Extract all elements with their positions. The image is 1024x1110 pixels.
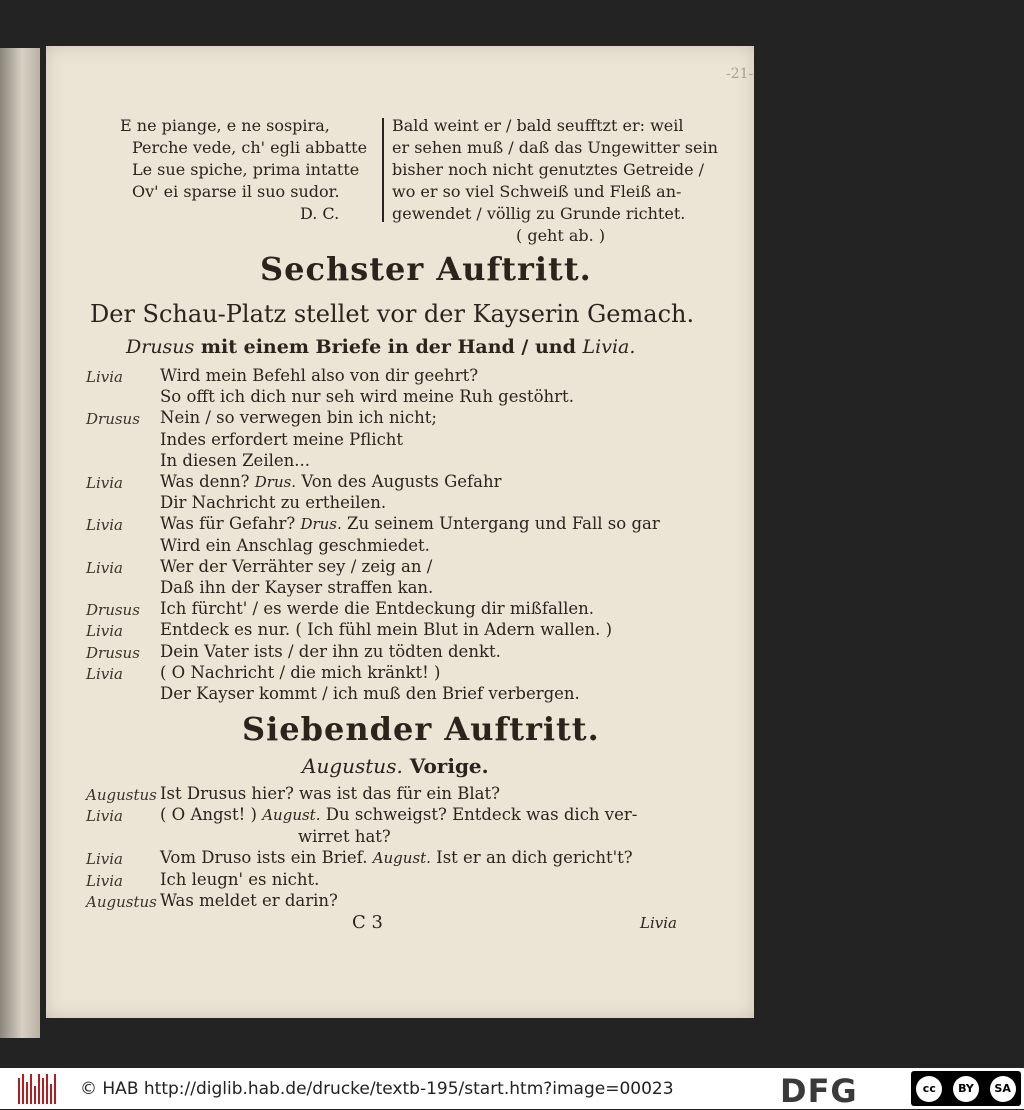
dialogue-line — [160, 805, 637, 824]
speaker-name: Augustus — [86, 893, 157, 911]
left-page-edge — [0, 48, 40, 1038]
italian-line: Ov' ei sparse il suo sudor. — [132, 182, 340, 201]
dialogue-line — [160, 514, 660, 533]
line-text: Nein / so verwegen bin ich nicht; — [160, 408, 437, 428]
line-text: Indes erfordert meine Pflicht — [160, 429, 404, 449]
dialogue-line — [160, 620, 612, 639]
line-text: Vom Druso ists ein Brief. — [160, 848, 373, 868]
dialogue-line — [298, 827, 391, 846]
person-name: Augustus. — [302, 754, 403, 778]
logo-bar — [26, 1082, 28, 1104]
logo-bar — [30, 1074, 32, 1104]
dialogue-line — [160, 472, 502, 491]
person-name: Livia. — [582, 336, 636, 358]
speaker-name: Livia — [86, 871, 123, 890]
logo-bar — [50, 1084, 52, 1104]
speaker-cue: August. — [372, 849, 431, 868]
cc-license-badge[interactable] — [911, 1071, 1021, 1106]
speaker-name: Drusus — [86, 410, 140, 429]
line-text: Was meldet er darin? — [160, 891, 338, 910]
dialogue-line — [160, 784, 500, 803]
copyright-link[interactable]: © HAB http://diglib.hab.de/drucke/textb-195/start.htm?image=00023 — [80, 1078, 674, 1099]
german-line: wo er so viel Schweiß und Fleiß an- — [392, 182, 682, 201]
speaker-cue: Drus. — [254, 473, 297, 491]
speaker-name: Drusus — [86, 601, 140, 620]
dialogue-line — [160, 451, 310, 470]
speaker-name: Livia — [86, 622, 123, 641]
german-line: Bald weint er / bald seufftzt er: weil — [392, 116, 684, 135]
book-page — [46, 46, 754, 1018]
logo-bar — [22, 1074, 24, 1104]
scene-setting: Der Schau-Platz stellet vor der Kayserin Gemach. — [90, 300, 695, 328]
line-text: Ist Drusus hier? was ist das für ein Blat? — [160, 784, 500, 803]
speaker-cue: August. — [262, 806, 321, 825]
logo-bar — [18, 1078, 20, 1104]
page-number: -21- — [726, 66, 754, 82]
logo-bar — [54, 1074, 56, 1104]
dialogue-line — [160, 663, 440, 682]
line-text: Entdeck es nur. ( Ich fühl mein Blut in Adern wallen. ) — [160, 620, 613, 640]
dialogue-line — [160, 642, 501, 661]
line-text: Du schweigst? Entdeck was dich ver- — [320, 805, 638, 825]
speaker-name: Livia — [86, 558, 123, 577]
line-text: Daß ihn der Kayser straffen kan. — [160, 578, 434, 597]
catchword: Livia — [640, 914, 677, 932]
speaker-name: Augustus — [86, 786, 157, 804]
line-text: Zu seinem Untergang und Fall so gar — [341, 514, 660, 534]
german-line: gewendet / völlig zu Grunde richtet. — [392, 204, 686, 223]
dialogue-line — [160, 848, 633, 867]
column-divider — [382, 118, 384, 222]
persons-text: mit einem Briefe in der Hand / und — [194, 336, 583, 358]
scene-heading: Siebender Auftritt. — [242, 710, 600, 748]
line-text: Wird mein Befehl also von dir geehrt? — [160, 366, 479, 385]
line-text: Von des Augusts Gefahr — [296, 472, 502, 491]
line-text: In diesen Zeilen... — [160, 450, 311, 470]
persons-text: Vorige. — [409, 754, 489, 778]
dialogue-line — [160, 536, 430, 555]
speaker-cue: Drus. — [300, 515, 342, 534]
line-text: Dir Nachricht zu ertheilen. — [160, 493, 387, 513]
logo-bar — [42, 1078, 44, 1104]
signature-mark: C 3 — [352, 912, 383, 933]
dialogue-line — [160, 408, 437, 427]
dialogue-line — [160, 891, 338, 910]
dialogue-line — [160, 493, 386, 512]
scene-persons — [126, 336, 635, 358]
scene-persons — [302, 754, 489, 778]
line-text: Wird ein Anschlag geschmiedet. — [160, 535, 430, 555]
hab-logo-icon — [18, 1074, 60, 1104]
person-name: Drusus — [126, 336, 195, 358]
logo-bar — [34, 1086, 36, 1104]
viewer-footer-bar — [0, 1068, 1024, 1109]
speaker-name: Livia — [86, 664, 123, 683]
line-text: Dein Vater ists / der ihn zu tödten denkt. — [160, 641, 501, 661]
italian-line: Perche vede, ch' egli abbatte — [132, 138, 368, 157]
german-line: bisher noch nicht genutztes Getreide / — [392, 160, 705, 179]
line-text: Was für Gefahr? — [160, 514, 301, 534]
stage-direction: ( geht ab. ) — [516, 226, 606, 245]
line-text: Ist er an dich gericht't? — [430, 848, 633, 868]
dialogue-line — [160, 366, 478, 385]
italian-line: Le sue spiche, prima intatte — [132, 160, 360, 179]
speaker-name: Drusus — [86, 643, 140, 662]
line-text: Ich leugn' es nicht. — [160, 869, 320, 889]
speaker-name: Livia — [86, 474, 123, 492]
dialogue-line — [160, 870, 319, 889]
speaker-name: Livia — [86, 368, 123, 386]
dialogue-line — [160, 684, 580, 703]
dialogue-line — [160, 599, 594, 618]
scene-heading: Sechster Auftritt. — [260, 250, 592, 288]
dialogue-line — [160, 430, 403, 449]
dialogue-line — [160, 387, 574, 406]
dialogue-line — [160, 578, 433, 597]
line-text: wirret hat? — [298, 826, 391, 846]
line-text: So offt ich dich nur seh wird meine Ruh gestöhrt. — [160, 387, 574, 407]
line-text: ( O Angst! ) — [160, 805, 263, 825]
cc-icon: cc — [916, 1076, 942, 1102]
dialogue-line — [160, 557, 432, 576]
logo-bar — [38, 1074, 40, 1104]
line-text: Was denn? — [160, 472, 255, 491]
sa-icon: SA — [990, 1076, 1016, 1102]
dfg-logo: DFG — [780, 1072, 858, 1110]
speaker-name: Livia — [86, 807, 123, 826]
speaker-name: Livia — [86, 516, 123, 535]
by-icon: BY — [953, 1076, 979, 1102]
italian-line: E ne piange, e ne sospira, — [120, 116, 330, 135]
speaker-name: Livia — [86, 850, 123, 869]
logo-bar — [46, 1074, 48, 1104]
line-text: Der Kayser kommt / ich muß den Brief verbergen. — [160, 684, 580, 703]
line-text: Ich fürcht' / es werde die Entdeckung dir mißfallen. — [160, 599, 594, 619]
da-capo-mark: D. C. — [300, 204, 340, 223]
line-text: Wer der Verrähter sey / zeig an / — [160, 556, 433, 576]
german-line: er sehen muß / daß das Ungewitter sein — [392, 138, 718, 157]
line-text: ( O Nachricht / die mich kränkt! ) — [160, 662, 441, 682]
